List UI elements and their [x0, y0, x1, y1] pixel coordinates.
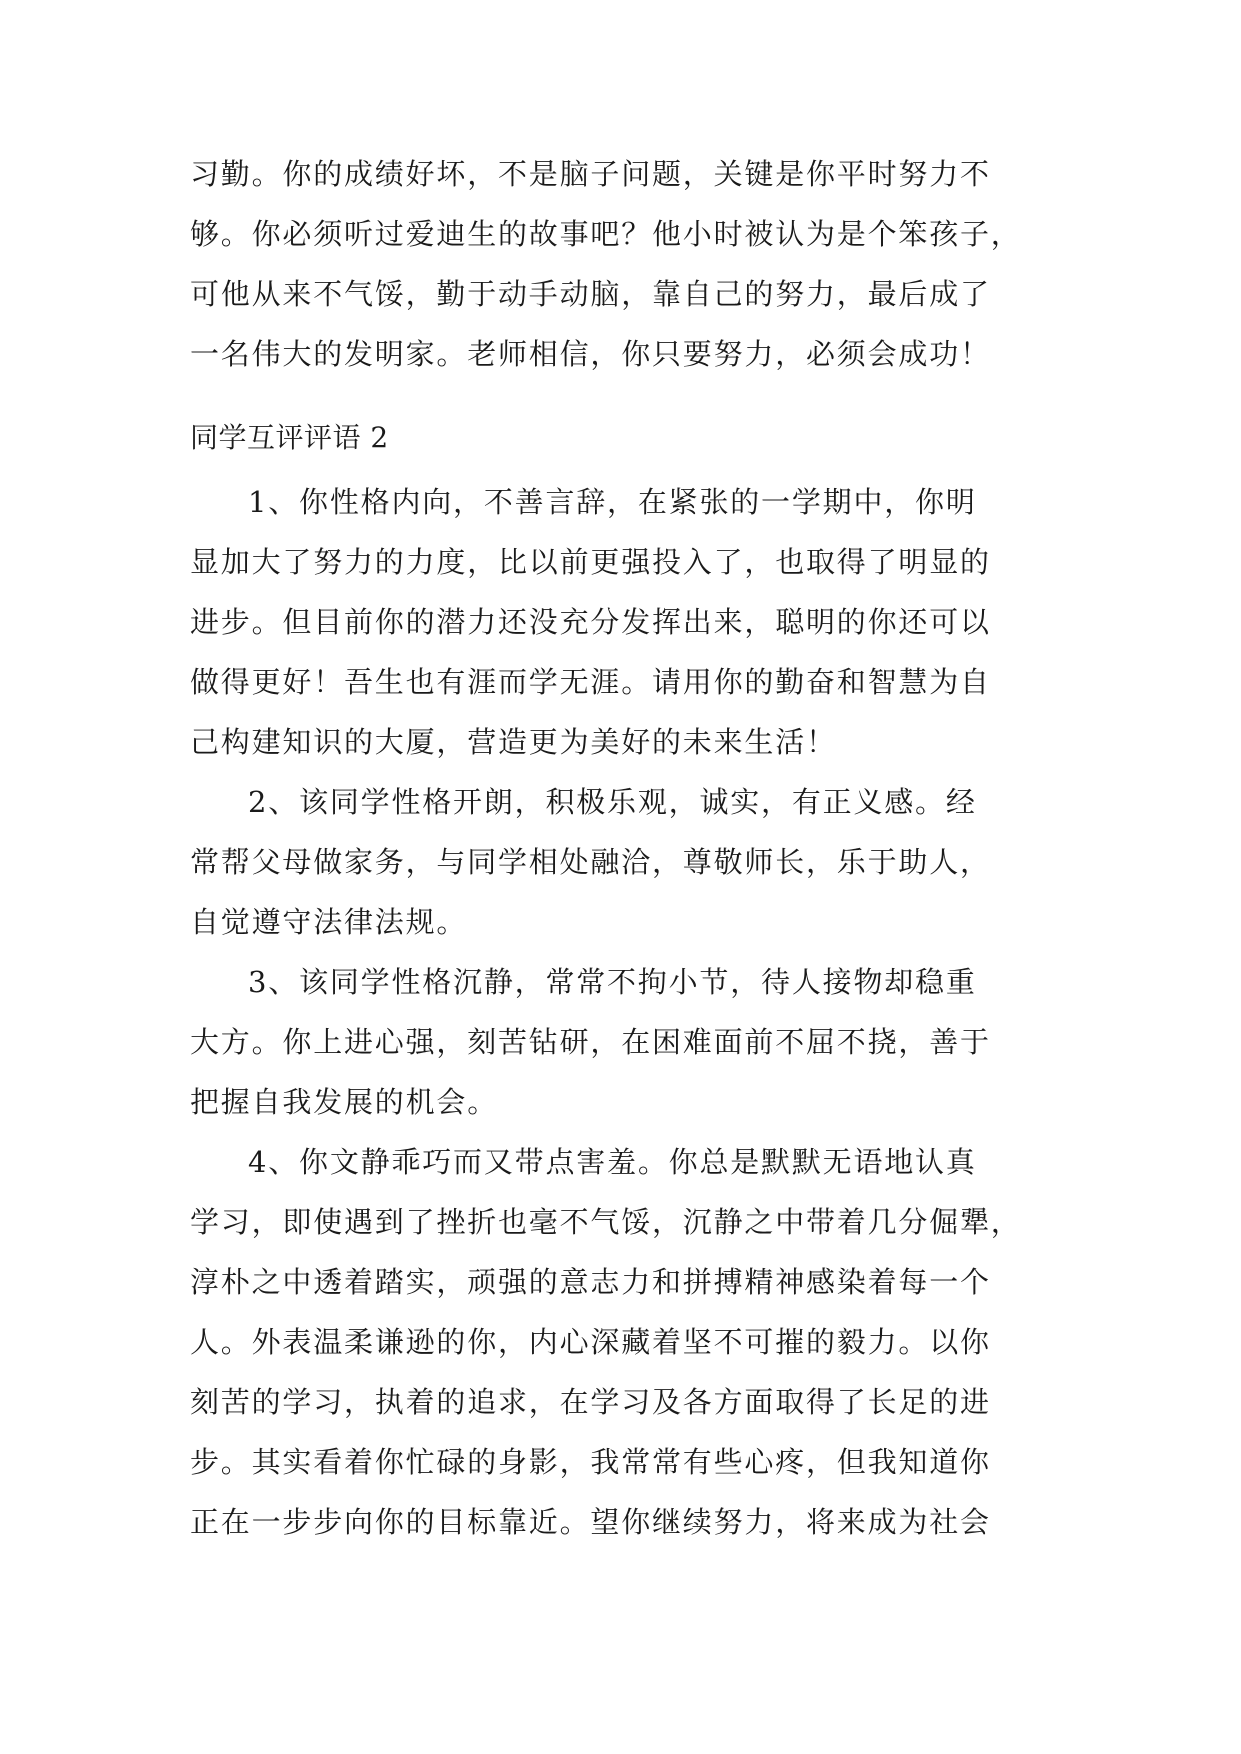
- text-line: 大方。你上进心强，刻苦钻研，在困难面前不屈不挠，善于: [190, 1025, 991, 1059]
- text-line: 2、该同学性格开朗，积极乐观，诚实，有正义感。经: [248, 785, 977, 819]
- text-line: 学习，即使遇到了挫折也毫不气馁，沉静之中带着几分倔犟，: [190, 1205, 1022, 1239]
- text-line: 显加大了努力的力度，比以前更强投入了，也取得了明显的: [190, 545, 991, 579]
- text-line: 淳朴之中透着踏实，顽强的意志力和拼搏精神感染着每一个: [190, 1265, 991, 1299]
- text-line: 够。你必须听过爱迪生的故事吧？他小时被认为是个笨孩子，: [190, 217, 1022, 251]
- text-line: 习勤。你的成绩好坏，不是脑子问题，关键是你平时努力不: [190, 157, 991, 191]
- intro-paragraph: [190, 157, 1090, 371]
- comment-item-1: [190, 485, 1090, 759]
- text-line: 可他从来不气馁，勤于动手动脑，靠自己的努力，最后成了: [190, 277, 991, 311]
- text-line: 进步。但目前你的潜力还没充分发挥出来，聪明的你还可以: [190, 605, 991, 639]
- text-line: 4、你文静乖巧而又带点害羞。你总是默默无语地认真: [248, 1145, 977, 1179]
- text-line: 己构建知识的大厦，营造更为美好的未来生活！: [190, 725, 837, 759]
- text-line: 步。其实看着你忙碌的身影，我常常有些心疼，但我知道你: [190, 1445, 991, 1479]
- text-line: 3、该同学性格沉静，常常不拘小节，待人接物却稳重: [248, 965, 977, 999]
- text-line: 把握自我发展的机会。: [190, 1085, 499, 1119]
- text-line: 人。外表温柔谦逊的你，内心深藏着坚不可摧的毅力。以你: [190, 1325, 991, 1359]
- comment-item-2: [190, 785, 1090, 939]
- comment-item-4: [190, 1145, 1090, 1539]
- section-title: 同学互评评语 2: [190, 421, 389, 454]
- comment-item-3: [190, 965, 1090, 1119]
- text-line: 常帮父母做家务，与同学相处融洽，尊敬师长，乐于助人，: [190, 845, 991, 879]
- text-line: 正在一步步向你的目标靠近。望你继续努力，将来成为社会: [190, 1505, 991, 1539]
- text-line: 1、你性格内向，不善言辞，在紧张的一学期中，你明: [248, 485, 977, 519]
- text-line: 刻苦的学习，执着的追求，在学习及各方面取得了长足的进: [190, 1385, 991, 1419]
- text-line: 自觉遵守法律法规。: [190, 905, 468, 939]
- text-line: 做得更好！吾生也有涯而学无涯。请用你的勤奋和智慧为自: [190, 665, 991, 699]
- text-line: 一名伟大的发明家。老师相信，你只要努力，必须会成功！: [190, 337, 991, 371]
- document-page: [190, 157, 1090, 1568]
